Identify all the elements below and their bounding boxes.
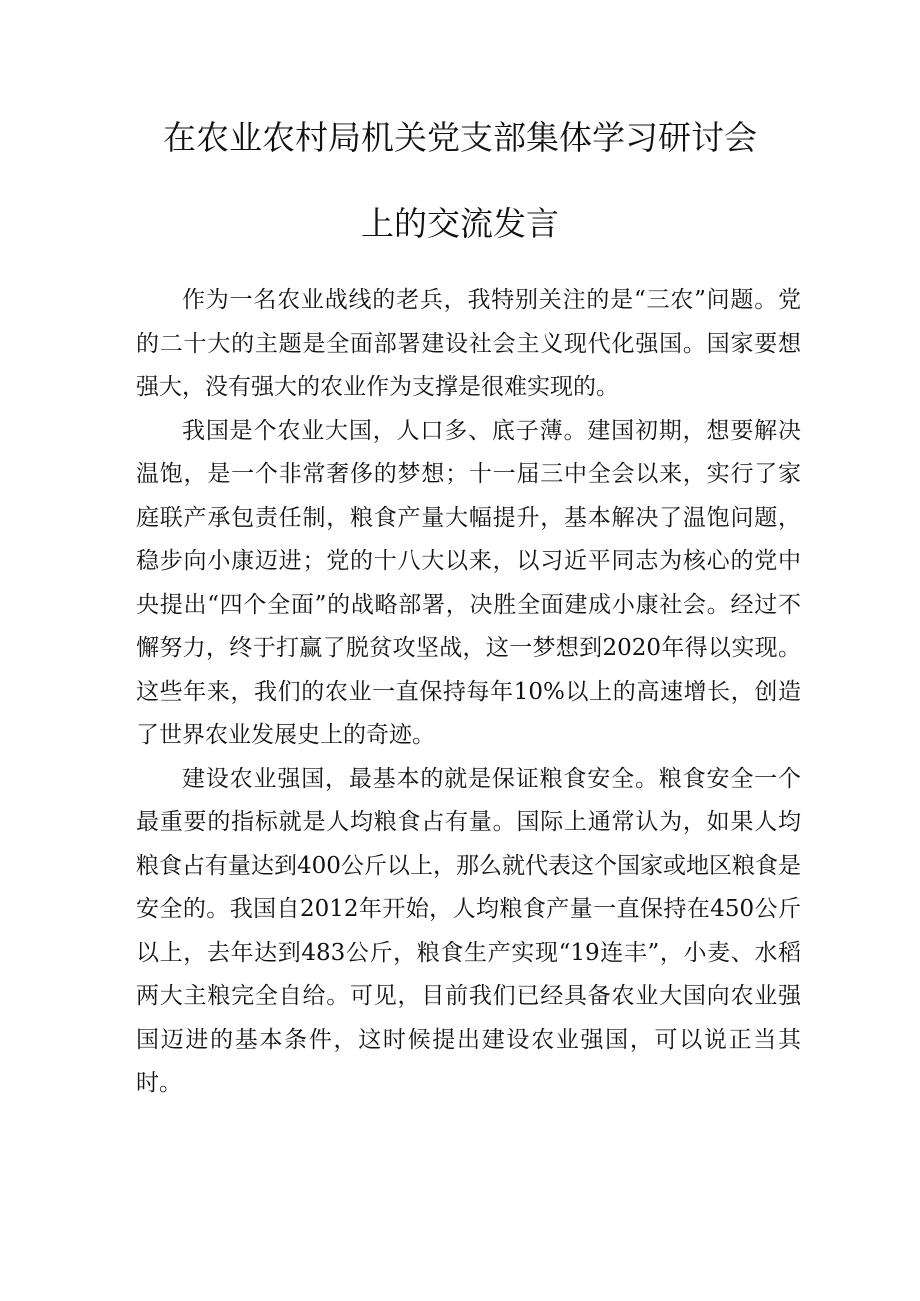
paragraph-2: 我国是个农业大国，人口多、底子薄。建国初期，想要解决温饱，是一个非常奢侈的梦想；十一届三中全会以来，实行了家庭联产承包责任制，粮食产量大幅提升，基本解决了温饱问题，稳步向小康迈进；党的十八大以来，以习近平同志为核心的党中央提出“四个全面”的战略部署，决胜全面建成小康社会。经过不懈努力，终于打赢了脱贫攻坚战，这一梦想到2020年得以实现。这些年来，我们的农业一直保持每年10%以上的高速增长，创造了世界农业发展史上的奇迹。 (136, 417, 801, 748)
paragraph-1: 作为一名农业战线的老兵，我特别关注的是“三农”问题。党的二十大的主题是全面部署建设社会主义现代化强国。国家要想强大，没有强大的农业作为支撑是很难实现的。 (136, 287, 801, 400)
document-title-line-2: 上的交流发言 (361, 204, 559, 243)
document-body (136, 279, 801, 1106)
document-title-line-1: 在农业农村局机关党支部集体学习研讨会 (163, 118, 757, 157)
paragraph-3: 建设农业强国，最基本的就是保证粮食安全。粮食安全一个最重要的指标就是人均粮食占有量。国际上通常认为，如果人均粮食占有量达到400公斤以上，那么就代表这个国家或地区粮食是安全的。我国自2012年开始，人均粮食产量一直保持在450公斤以上，去年达到483公斤，粮食生产实现“19连丰”，小麦、水稻两大主粮完全自给。可见，目前我们已经具备农业大国向农业强国迈进的基本条件，这时候提出建设农业强国，可以说正当其时。 (136, 765, 801, 1096)
